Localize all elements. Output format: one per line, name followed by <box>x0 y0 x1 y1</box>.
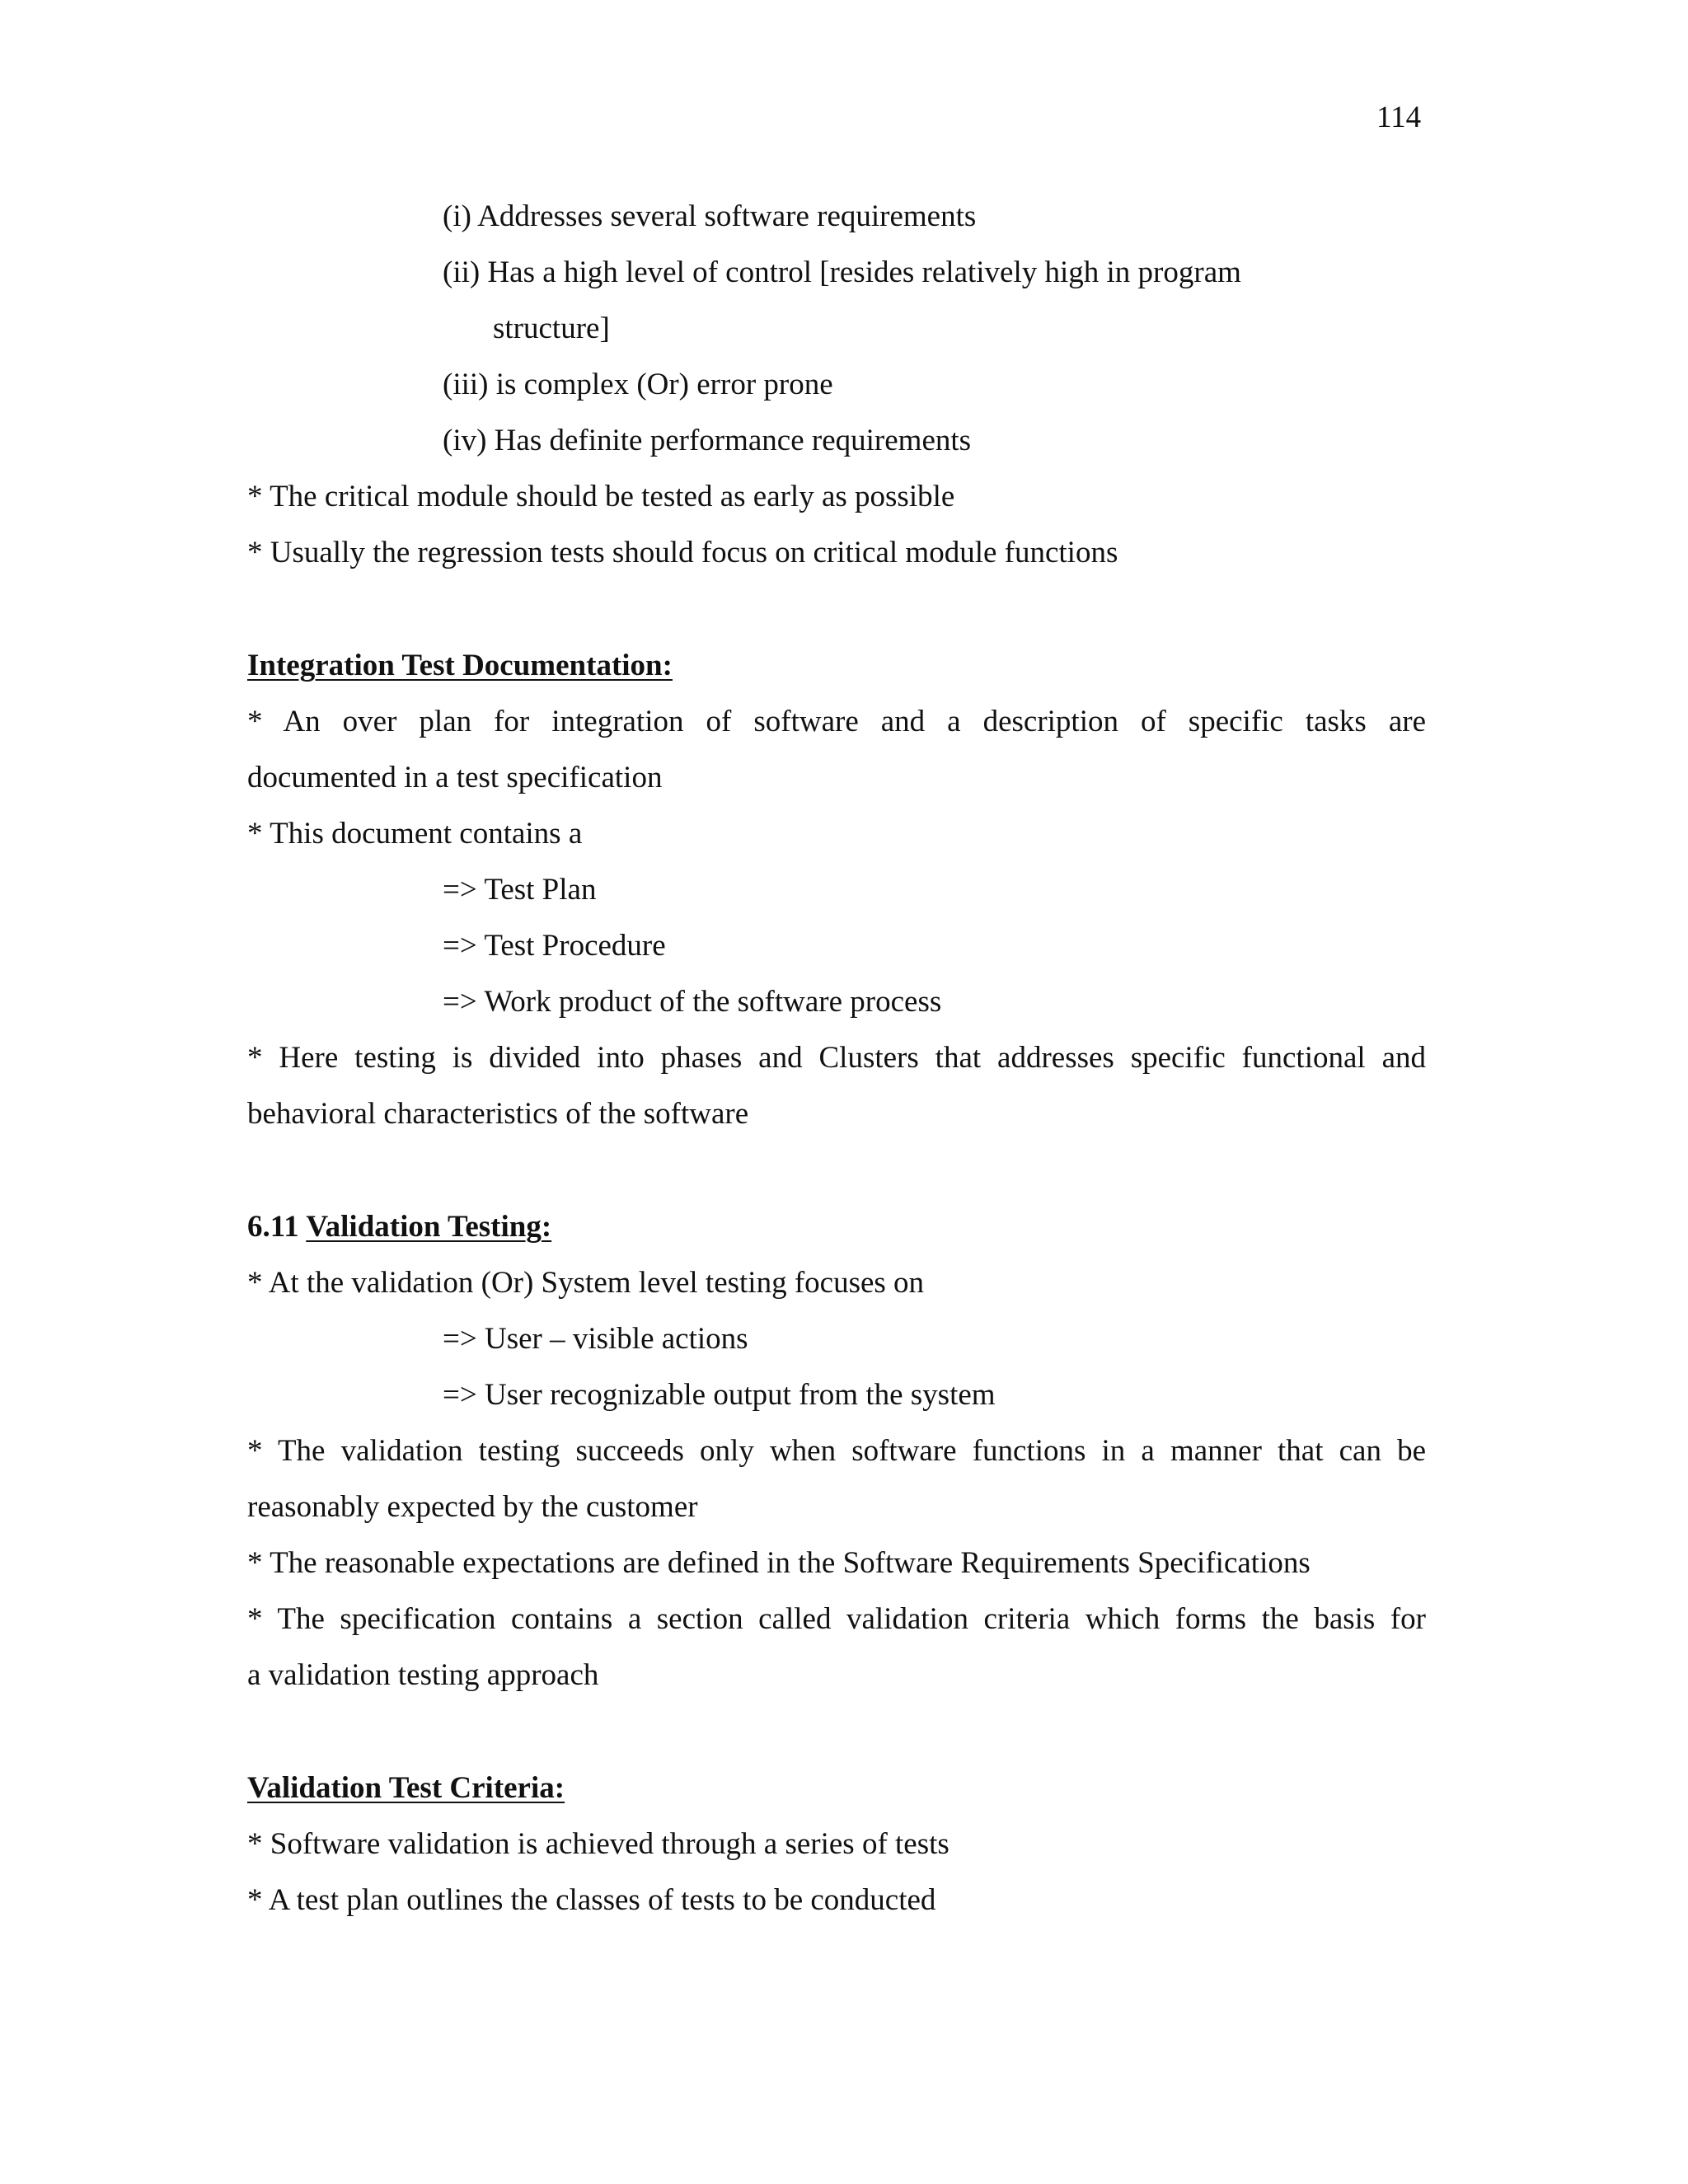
integration-item-test-plan: => Test Plan <box>443 873 597 907</box>
integration-item-work-product: => Work product of the software process <box>443 985 942 1019</box>
critical-bullet-2: * Usually the regression tests should focus on critical module functions <box>247 536 1118 569</box>
integration-para1-line1: * An over plan for integration of software and a description of specific tasks are <box>247 705 1426 738</box>
integration-para3-line1: * Here testing is divided into phases and Clusters that addresses specific functional and <box>247 1041 1426 1075</box>
validation-heading-line <box>247 1209 551 1245</box>
criteria-item-3: (iii) is complex (Or) error prone <box>443 368 833 401</box>
validation-para4-line1: * The specification contains a section called validation criteria which forms the basis for <box>247 1602 1426 1636</box>
validation-heading: Validation Testing: <box>306 1210 552 1244</box>
integration-para1-line2: documented in a test specification <box>247 761 663 794</box>
validation-para4-line2: a validation testing approach <box>247 1658 599 1692</box>
integration-heading: Integration Test Documentation: <box>247 649 673 682</box>
validation-para1: * At the validation (Or) System level testing focuses on <box>247 1266 925 1300</box>
integration-para2: * This document contains a <box>247 817 583 851</box>
criteria-item-2-continued: structure] <box>493 312 610 345</box>
validation-para3: * The reasonable expectations are defined in the Software Requirements Specifications <box>247 1546 1311 1580</box>
page-number: 114 <box>1376 101 1422 134</box>
validation-para2-line1: * The validation testing succeeds only when software functions in a manner that can be <box>247 1434 1426 1468</box>
criteria-heading: Validation Test Criteria: <box>247 1771 565 1805</box>
validation-item-visible-actions: => User – visible actions <box>443 1322 748 1356</box>
criteria-item-1: (i) Addresses several software requirements <box>443 199 977 233</box>
criteria-bullet-1: * Software validation is achieved through a series of tests <box>247 1827 950 1861</box>
critical-bullet-1: * The critical module should be tested as early as possible <box>247 480 955 513</box>
validation-section-number: 6.11 <box>247 1210 299 1244</box>
integration-item-test-procedure: => Test Procedure <box>443 929 666 963</box>
validation-para2-line2: reasonably expected by the customer <box>247 1490 698 1524</box>
validation-item-recognizable-output: => User recognizable output from the system <box>443 1378 996 1412</box>
criteria-item-2: (ii) Has a high level of control [resides relatively high in program <box>443 255 1241 289</box>
criteria-item-4: (iv) Has definite performance requirements <box>443 424 972 457</box>
integration-para3-line2: behavioral characteristics of the software <box>247 1097 749 1131</box>
criteria-bullet-2: * A test plan outlines the classes of tests to be conducted <box>247 1883 936 1917</box>
